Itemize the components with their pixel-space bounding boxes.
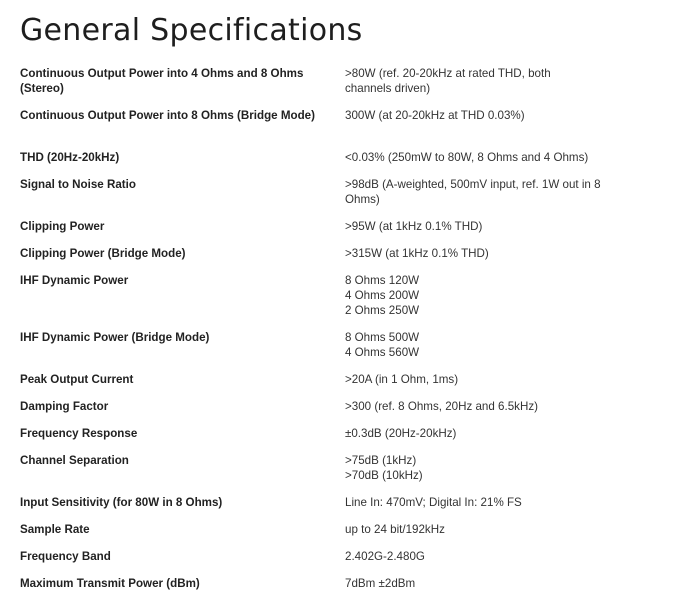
spec-value-line: 8 Ohms 120W xyxy=(345,274,420,287)
spec-value xyxy=(345,576,675,591)
spec-row-damping-factor xyxy=(20,399,680,426)
spec-row-maximum-transmit-power xyxy=(20,576,680,603)
spec-label: Frequency Response xyxy=(20,427,138,440)
page-title: General Specifications xyxy=(20,13,363,48)
spec-value-line: up to 24 bit/192kHz xyxy=(345,523,445,536)
spec-value-line: 8 Ohms 500W xyxy=(345,331,420,344)
spec-value-line: Ohms) xyxy=(345,193,380,206)
spec-row-sample-rate xyxy=(20,522,680,549)
spec-label: Channel Separation xyxy=(20,454,129,467)
spec-value xyxy=(345,219,675,234)
spec-label: Clipping Power xyxy=(20,220,105,233)
spec-value xyxy=(345,399,675,414)
spec-value-line: >70dB (10kHz) xyxy=(345,469,423,482)
spec-value-line: ±0.3dB (20Hz-20kHz) xyxy=(345,427,457,440)
spec-value xyxy=(345,372,675,387)
spec-label: Input Sensitivity (for 80W in 8 Ohms) xyxy=(20,496,223,509)
spec-row-signal-to-noise xyxy=(20,177,680,219)
spec-label: Frequency Band xyxy=(20,550,111,563)
spec-label: Maximum Transmit Power (dBm) xyxy=(20,577,200,590)
spec-value xyxy=(345,426,675,441)
spec-value-line: <0.03% (250mW to 80W, 8 Ohms and 4 Ohms) xyxy=(345,151,589,164)
spec-row-ihf-dynamic-power-bridge xyxy=(20,330,680,372)
spec-row-continuous-output-power-bridge xyxy=(20,108,680,150)
spec-label: Sample Rate xyxy=(20,523,90,536)
spec-value-line: >315W (at 1kHz 0.1% THD) xyxy=(345,247,489,260)
spec-value-line: 7dBm ±2dBm xyxy=(345,577,416,590)
spec-value-line: channels driven) xyxy=(345,82,431,95)
spec-value xyxy=(345,330,675,360)
spec-value xyxy=(345,495,675,510)
spec-value xyxy=(345,246,675,261)
spec-value-line: >98dB (A-weighted, 500mV input, ref. 1W out in 8 xyxy=(345,178,601,191)
spec-value-line: 4 Ohms 200W xyxy=(345,289,420,302)
spec-value xyxy=(345,177,675,207)
spec-label: IHF Dynamic Power xyxy=(20,274,129,287)
spec-row-peak-output-current xyxy=(20,372,680,399)
spec-label: Damping Factor xyxy=(20,400,109,413)
spec-value xyxy=(345,549,675,564)
spec-row-continuous-output-power-stereo xyxy=(20,66,680,108)
spec-label: IHF Dynamic Power (Bridge Mode) xyxy=(20,331,210,344)
spec-value xyxy=(345,108,675,123)
spec-row-clipping-power-bridge xyxy=(20,246,680,273)
spec-value xyxy=(345,453,675,483)
spec-value-line: 2 Ohms 250W xyxy=(345,304,420,317)
spec-label: Signal to Noise Ratio xyxy=(20,178,136,191)
spec-row-input-sensitivity xyxy=(20,495,680,522)
spec-label: Peak Output Current xyxy=(20,373,134,386)
spec-label: Continuous Output Power into 8 Ohms (Bridge Mode) xyxy=(20,109,315,122)
spec-value xyxy=(345,66,675,96)
spec-list xyxy=(20,66,680,603)
spec-label: Clipping Power (Bridge Mode) xyxy=(20,247,186,260)
spec-value-line: 300W (at 20-20kHz at THD 0.03%) xyxy=(345,109,525,122)
spec-value-line: >95W (at 1kHz 0.1% THD) xyxy=(345,220,483,233)
spec-row-frequency-response xyxy=(20,426,680,453)
spec-value-line: 4 Ohms 560W xyxy=(345,346,420,359)
spec-value-line: Line In: 470mV; Digital In: 21% FS xyxy=(345,496,522,509)
spec-value-line: >75dB (1kHz) xyxy=(345,454,417,467)
spec-row-thd xyxy=(20,150,680,177)
spec-value-line: >300 (ref. 8 Ohms, 20Hz and 6.5kHz) xyxy=(345,400,538,413)
spec-value xyxy=(345,150,675,165)
spec-value-line: 2.402G-2.480G xyxy=(345,550,425,563)
spec-label: Continuous Output Power into 4 Ohms and 8 Ohms (Stereo) xyxy=(20,67,304,95)
spec-label: THD (20Hz-20kHz) xyxy=(20,151,120,164)
spec-row-frequency-band xyxy=(20,549,680,576)
spec-row-clipping-power xyxy=(20,219,680,246)
spec-row-channel-separation xyxy=(20,453,680,495)
spec-value-line: >80W (ref. 20-20kHz at rated THD, both xyxy=(345,67,551,80)
spec-value xyxy=(345,522,675,537)
spec-value-line: >20A (in 1 Ohm, 1ms) xyxy=(345,373,459,386)
spec-row-ihf-dynamic-power xyxy=(20,273,680,330)
spec-value xyxy=(345,273,675,318)
